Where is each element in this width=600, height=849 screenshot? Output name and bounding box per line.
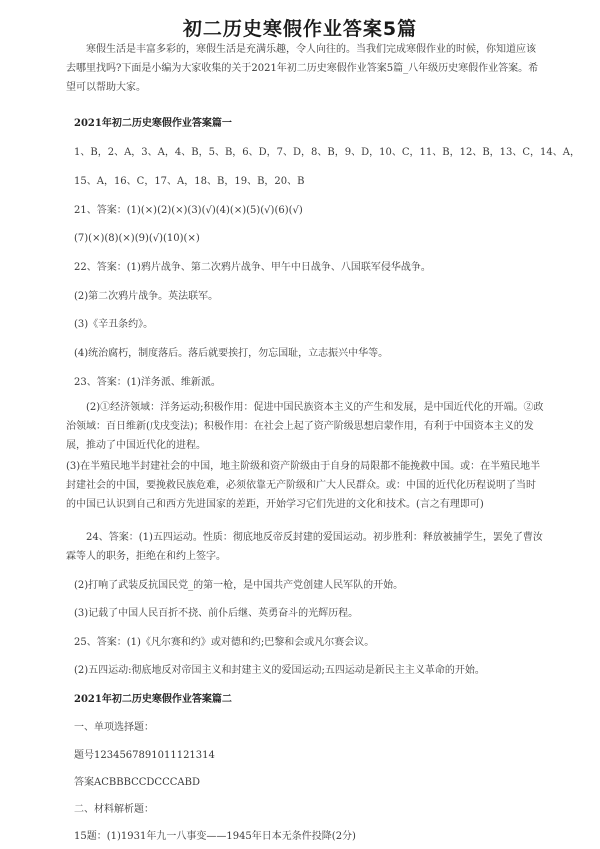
- answer-line-3: 21、答案：(1)(×)(2)(×)(3)(√)(4)(×)(5)(√)(6)(√): [74, 205, 303, 216]
- intro-paragraph: 寒假生活是丰富多彩的，寒假生活是充满乐趣，令人向往的。当我们完成寒假作业的时候，你知道应该去哪里找吗?下面是小编为大家收集的关于2021年初二历史寒假作业答案5篇_八年级历史寒假作业答案。希望可以帮助大家。: [66, 44, 539, 93]
- document-title: 初二历史寒假作业答案5篇: [182, 18, 418, 40]
- section1-heading: 2021年初二历史寒假作业答案篇一: [74, 118, 232, 129]
- answer-line-7: (3)《辛丑条约》。: [74, 319, 154, 330]
- answer-line-25-2: (2)五四运动:彻底地反对帝国主义和封建主义的爱国运动;五四运动是新民主主义革命的开始。: [74, 665, 485, 676]
- section2-line-4: 二、材料解析题：: [74, 804, 154, 815]
- answer-line-25-1: 25、答案：(1)《凡尔赛和约》或对德和约;巴黎和会或凡尔赛会议。: [74, 637, 375, 648]
- section2-line-2: 题号1234567891011121314: [74, 750, 215, 761]
- answer-line-1: 1、B，2、A，3、A，4、B，5、B，6、D，7、D，8、B，9、D，10、C，11、B，12、B，13、C，14、A，: [74, 147, 580, 158]
- answer-paragraph-24: 24、答案：(1)五四运动。性质：彻底地反帝反封建的爱国运动。初步胜利：释放被捕学生，罢免了曹汝霖等人的职务，拒绝在和约上签字。: [66, 532, 543, 562]
- answer-line-5: 22、答案：(1)鸦片战争、第二次鸦片战争、甲午中日战争、八国联军侵华战争。: [74, 262, 431, 273]
- answer-line-4: (7)(×)(8)(×)(9)(√)(10)(×): [74, 233, 200, 244]
- answer-line-6: (2)第二次鸦片战争。英法联军。: [74, 291, 219, 302]
- answer-line-24-2: (2)打响了武装反抗国民党_的第一枪，是中国共产党创建人民军队的开始。: [74, 580, 404, 591]
- section2-line-5: 15题：(1)1931年九一八事变——1945年日本无条件投降(2分): [74, 831, 356, 842]
- section2-line-1: 一、单项选择题：: [74, 722, 154, 733]
- section2-heading: 2021年初二历史寒假作业答案篇二: [74, 694, 232, 705]
- answer-paragraph-23-3: (3)在半殖民地半封建社会的中国，地主阶级和资产阶级由于自身的局限都不能挽救中国。或：在半殖民地半封建社会的中国，要挽救民族危难，必须依靠无产阶级和广大人民群众。或：中国的近代化历程说明了当时的中国已认识到自己和西方先进国家的差距，开始学习它们先进的文化和技术。(言之有理即可): [66, 461, 541, 510]
- answer-line-2: 15、A，16、C，17、A，18、B，19、B，20、B: [74, 176, 305, 187]
- answer-paragraph-23-2: (2)①经济领域：洋务运动;积极作用：促进中国民族资本主义的产生和发展，是中国近代化的开端。②政治领域：百日维新(戊戌变法)；积极作用：在社会上起了资产阶级思想启蒙作用，有利于中国资本主义的发展，推动了中国近代化的进程。: [66, 402, 544, 451]
- answer-line-9: 23、答案：(1)洋务派、维新派。: [74, 377, 221, 388]
- answer-line-8: (4)统治腐朽，制度落后。落后就要挨打，勿忘国耻，立志振兴中华等。: [74, 348, 389, 359]
- section2-line-3: 答案ACBBBCCDCCCABD: [74, 777, 200, 788]
- answer-line-24-3: (3)记载了中国人民百折不挠、前仆后继、英勇奋斗的光辉历程。: [74, 608, 359, 619]
